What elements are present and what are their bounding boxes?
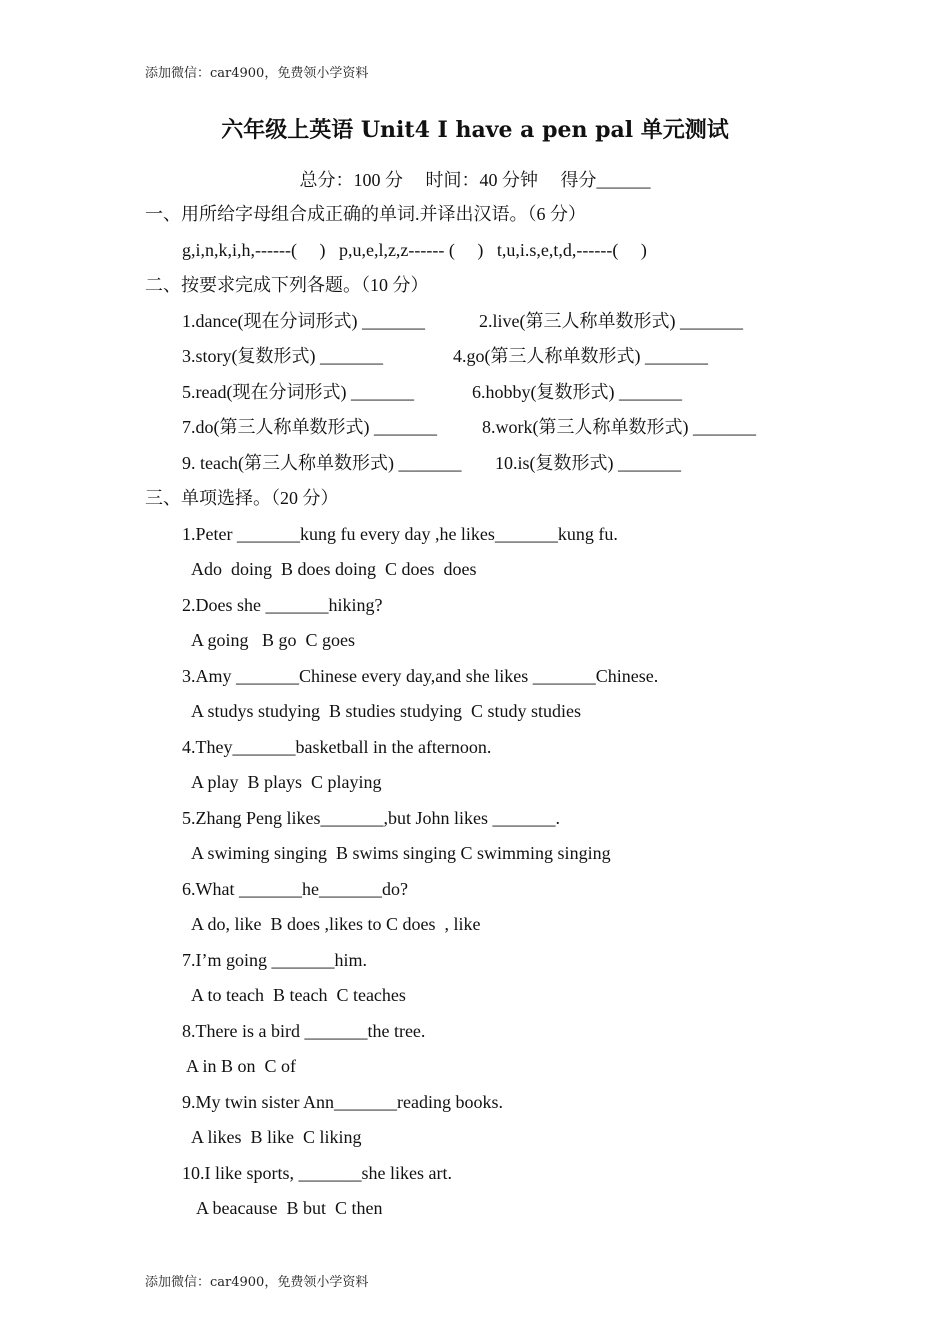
section2-item: 3.story(复数形式) _______ xyxy=(182,346,383,366)
question-text: 6.What _______he_______do? xyxy=(182,879,408,899)
section2-item: 5.read(现在分词形式) _______ xyxy=(182,382,414,402)
question-options: A studys studying B studies studying C study studies xyxy=(191,701,582,721)
question-options: A do, like B does ,likes to C does , like xyxy=(191,914,481,934)
question-options: A play B plays C playing xyxy=(191,772,382,792)
header-note: 添加微信：car4900，免费领小学资料 xyxy=(145,66,369,81)
question-text: 8.There is a bird _______the tree. xyxy=(182,1021,426,1041)
section2-item: 2.live(第三人称单数形式) _______ xyxy=(479,311,743,331)
section1-line: g,i,n,k,i,h,------( ) p,u,e,l,z,z------ ( ) t,u,i.s,e,t,d,------( ) xyxy=(182,240,647,260)
footer-note: 添加微信：car4900，免费领小学资料 xyxy=(145,1275,369,1290)
page-title: 六年级上英语 Unit4 I have a pen pal 单元测试 xyxy=(221,117,729,143)
score-line xyxy=(0,166,950,192)
question-text: 5.Zhang Peng likes_______,but John likes _______. xyxy=(182,808,560,828)
section1-heading: 一、用所给字母组合成正确的单词.并译出汉语。（6 分） xyxy=(145,204,586,224)
section2-item: 8.work(第三人称单数形式) _______ xyxy=(482,417,756,437)
section2-item: 7.do(第三人称单数形式) _______ xyxy=(182,417,437,437)
section2-item: 10.is(复数形式) _______ xyxy=(495,453,681,473)
section2-item: 1.dance(现在分词形式) _______ xyxy=(182,311,425,331)
total-score: 总分：100 分 xyxy=(299,170,403,190)
section2-heading: 二、按要求完成下列各题。（10 分） xyxy=(145,275,429,295)
question-options: A beacause B but C then xyxy=(196,1198,383,1218)
section2-item: 9. teach(第三人称单数形式) _______ xyxy=(182,453,462,473)
question-options: A going B go C goes xyxy=(191,630,356,650)
question-text: 10.I like sports, _______she likes art. xyxy=(182,1163,452,1183)
time-limit: 时间：40 分钟 xyxy=(425,170,538,190)
section2-item: 6.hobby(复数形式) _______ xyxy=(472,382,682,402)
question-options: A likes B like C liking xyxy=(191,1127,362,1147)
question-text: 2.Does she _______hiking? xyxy=(182,595,383,615)
question-text: 4.They_______basketball in the afternoon. xyxy=(182,737,492,757)
score-blank: 得分______ xyxy=(560,170,651,190)
question-text: 3.Amy _______Chinese every day,and she likes _______Chinese. xyxy=(182,666,659,686)
question-options: A swiming singing B swims singing C swimming singing xyxy=(191,843,611,863)
question-options: A to teach B teach C teaches xyxy=(191,985,406,1005)
section3-heading: 三、单项选择。（20 分） xyxy=(145,488,339,508)
question-options: A in B on C of xyxy=(186,1056,297,1076)
question-text: 7.I’m going _______him. xyxy=(182,950,367,970)
section2-item: 4.go(第三人称单数形式) _______ xyxy=(453,346,708,366)
question-text: 1.Peter _______kung fu every day ,he likes_______kung fu. xyxy=(182,524,618,544)
question-text: 9.My twin sister Ann_______reading books. xyxy=(182,1092,503,1112)
question-options: Ado doing B does doing C does does xyxy=(191,559,477,579)
